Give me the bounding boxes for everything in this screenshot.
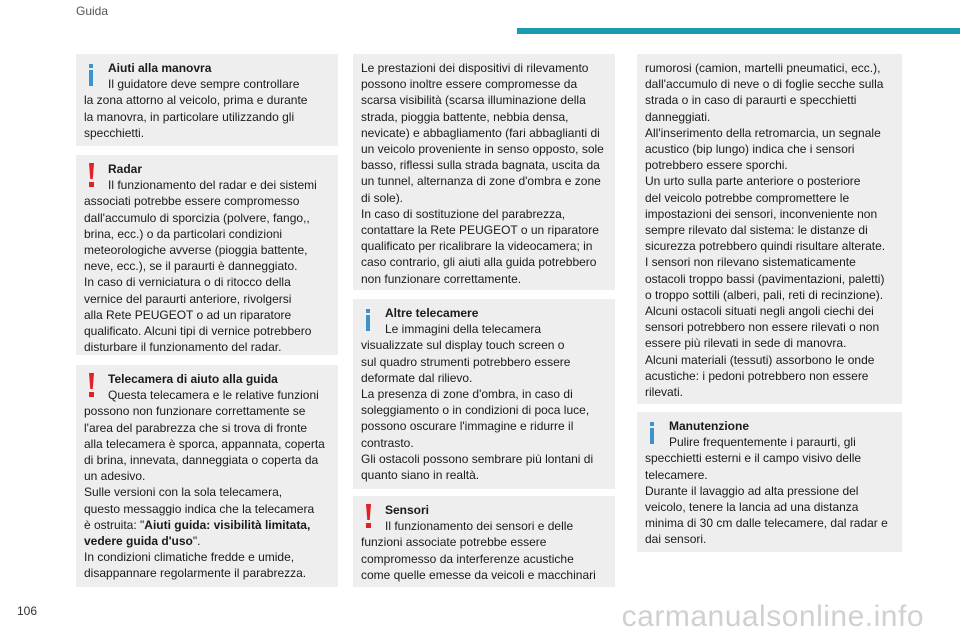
header-accent-bar <box>517 28 960 34</box>
note-text: contrasto. <box>361 435 414 450</box>
note-text: funzioni associate potrebbe essere <box>361 535 547 550</box>
note-text: visualizzate sul display touch screen o <box>361 338 565 353</box>
note-text: Gli ostacoli possono sembrare più lontani di <box>361 451 594 466</box>
note-text: dall'accumulo di sporcizia (polvere, fango,, <box>84 210 310 225</box>
note-text: I sensori non rilevano sistematicamente <box>645 255 856 270</box>
note-text: come quelle emesse da veicoli e macchinari <box>361 567 596 582</box>
note-manutenzione <box>637 412 902 552</box>
note-title: Sensori <box>385 503 430 517</box>
note-text: strada, pioggia battente, nebbia densa, <box>361 109 569 124</box>
note-text: In caso di sostituzione del parabrezza, <box>361 206 566 221</box>
note-text: dall'accumulo di neve o di foglie secche sulla <box>645 77 884 92</box>
note-text: soleggiamento o in condizioni di poca luce, <box>361 403 590 418</box>
note-text: un tunnel, alternanza di zone d'ombra e zone <box>361 174 601 189</box>
note-text: un adesivo. <box>84 469 146 484</box>
note-text: All'inserimento della retromarcia, un segnale <box>645 125 881 140</box>
note-text: Sulle versioni con la sola telecamera, <box>84 485 283 500</box>
note-text: specchietti esterni e il campo visivo delle <box>645 451 862 466</box>
note-text: Alcuni materiali (tessuti) assorbono le onde <box>645 352 875 367</box>
note-text: sul quadro strumenti potrebbero essere <box>361 354 571 369</box>
note-text: Le immagini della telecamera <box>385 322 542 337</box>
note-text: sensori potrebbero non essere rilevati o non <box>645 320 880 335</box>
note-text: telecamere. <box>645 467 708 482</box>
note-text: compromesso da interferenze acustiche <box>361 551 574 566</box>
note-text: disappannare regolarmente il parabrezza. <box>84 566 307 581</box>
note-text: strada o in caso di paraurti e specchietti <box>645 93 857 108</box>
note-text: minima di 30 cm dalle telecamere, dal radar e <box>645 516 888 531</box>
note-text: quanto siano in realtà. <box>361 468 480 483</box>
note-text: In caso di verniciatura o di ritocco della <box>84 275 291 290</box>
note-title: Radar <box>108 162 143 176</box>
watermark: carmanualsonline.info <box>621 600 924 633</box>
note-text: Il guidatore deve sempre controllare <box>108 77 300 92</box>
note-text: di brina, innevata, danneggiata o coperta da <box>84 453 319 468</box>
note-text: meteorologiche avverse (pioggia battente, <box>84 243 308 258</box>
note-text: specchietti. <box>84 125 145 140</box>
note-title: Manutenzione <box>669 419 749 433</box>
note-aiuti-manovra <box>76 54 338 146</box>
note-text: sicurezza potrebbero quindi risultare alterate. <box>645 239 886 254</box>
note-text: brina, ecc.) o da particolari condizioni <box>84 226 283 241</box>
note-text: Durante il lavaggio ad alta pressione del <box>645 483 859 498</box>
note-text: deformate dal rilievo. <box>361 370 473 385</box>
warning-radar <box>76 155 338 355</box>
running-header: Guida <box>76 4 109 18</box>
note-text: questo messaggio indica che la telecamera <box>84 501 315 516</box>
note-text: Questa telecamera e le relative funzioni <box>108 388 319 403</box>
message-text: vedere guida d'uso <box>84 534 193 549</box>
note-text: basso, riflessi sulla strada bagnata, uscita da <box>361 158 600 173</box>
note-text: o troppo sottili (alberi, pali, reti di recinzione). <box>645 287 884 302</box>
warning-continuation <box>637 54 902 404</box>
note-text: scarsa visibilità (scarsa illuminazione della <box>361 93 586 108</box>
note-text-segment: ". <box>192 534 201 549</box>
warning-icon <box>89 163 94 187</box>
note-text: un veicolo proveniente in senso opposto, sole <box>361 142 604 157</box>
info-icon <box>89 64 93 86</box>
note-text: essere più rilevati in sede di manovra. <box>645 336 847 351</box>
note-text: la zona attorno al veicolo, prima e durante <box>84 93 308 108</box>
note-text: rilevati. <box>645 385 684 400</box>
note-text: Il funzionamento del radar e dei sistemi <box>108 178 317 193</box>
note-text: acustiche: i pedoni potrebbero non essere <box>645 368 869 383</box>
note-text: Le prestazioni dei dispositivi di rilevamento <box>361 61 589 75</box>
note-text: nevicate) e abbagliamento (fari abbaglianti di <box>361 125 600 140</box>
note-text: non funzionare correttamente. <box>361 271 522 286</box>
note-text: possono inoltre essere compromesse da <box>361 77 578 92</box>
note-text: l'area del parabrezza che si trova di fronte <box>84 420 308 435</box>
note-text: alla telecamera è sporca, appannata, coperta <box>84 436 325 451</box>
warning-icon <box>366 504 371 528</box>
note-text: Pulire frequentemente i paraurti, gli <box>669 435 856 450</box>
note-text: La presenza di zone d'ombra, in caso di <box>361 387 573 402</box>
note-text: del veicolo potrebbe compromettere le <box>645 190 850 205</box>
note-text: qualificato. Alcuni tipi di vernice potrebbero <box>84 324 312 339</box>
warning-sensori <box>353 496 615 587</box>
info-icon <box>650 422 654 444</box>
note-text: sempre rilevato dal sistema: le distanze di <box>645 223 868 238</box>
note-text: possono oscurare l'immagine e ridurre il <box>361 419 574 434</box>
note-text: la manovra, in particolare utilizzando gli <box>84 109 295 124</box>
note-text: vernice del paraurti anteriore, rivolgersi <box>84 291 292 306</box>
warning-icon <box>89 373 94 397</box>
note-text: impostazioni dei sensori, inconveniente non <box>645 206 878 221</box>
note-text: disturbare il funzionamento del radar. <box>84 340 282 355</box>
note-text: associati potrebbe essere compromesso <box>84 194 300 209</box>
note-title: Telecamera di aiuto alla guida <box>108 372 278 386</box>
note-text: contattare la Rete PEUGEOT o un riparatore <box>361 223 599 238</box>
note-text <box>84 533 330 549</box>
note-text: danneggiati. <box>645 109 711 124</box>
note-text: Un urto sulla parte anteriore o posteriore <box>645 174 861 189</box>
note-text: ostacoli troppo bassi (pavimentazioni, paletti) <box>645 271 885 286</box>
page-number: 106 <box>17 604 38 618</box>
note-text <box>84 517 330 533</box>
note-text: rumorosi (camion, martelli pneumatici, ecc.), <box>645 61 881 75</box>
note-text: dai sensori. <box>645 532 707 547</box>
note-altre-telecamere <box>353 299 615 489</box>
note-text-segment: è ostruita: " <box>84 517 145 532</box>
note-text: potrebbero essere sporchi. <box>645 158 788 173</box>
note-text: di sole). <box>361 190 404 205</box>
info-icon <box>366 309 370 331</box>
note-title: Aiuti alla manovra <box>108 61 212 75</box>
note-text: caso contrario, gli aiuti alla guida potrebbero <box>361 255 597 270</box>
note-text: Il funzionamento dei sensori e delle <box>385 519 574 534</box>
note-title: Altre telecamere <box>385 306 479 320</box>
note-text: alla Rete PEUGEOT o ad un riparatore <box>84 307 292 322</box>
note-text: In condizioni climatiche fredde e umide, <box>84 550 295 565</box>
note-continuation <box>353 54 615 290</box>
note-text: qualificato per ricalibrare la videocamera; in <box>361 239 593 254</box>
note-text: neve, ecc.), se il paraurti è danneggiato. <box>84 259 298 274</box>
note-text: veicolo, tenere la lancia ad una distanza <box>645 500 859 515</box>
note-text: acustico (bip lungo) indica che i sensori <box>645 142 855 157</box>
note-text: Alcuni ostacoli situati negli angoli ciechi dei <box>645 304 874 319</box>
message-text: Aiuti guida: visibilità limitata, <box>144 517 311 532</box>
warning-telecamera <box>76 365 338 587</box>
note-text: possono non funzionare correttamente se <box>84 404 306 419</box>
